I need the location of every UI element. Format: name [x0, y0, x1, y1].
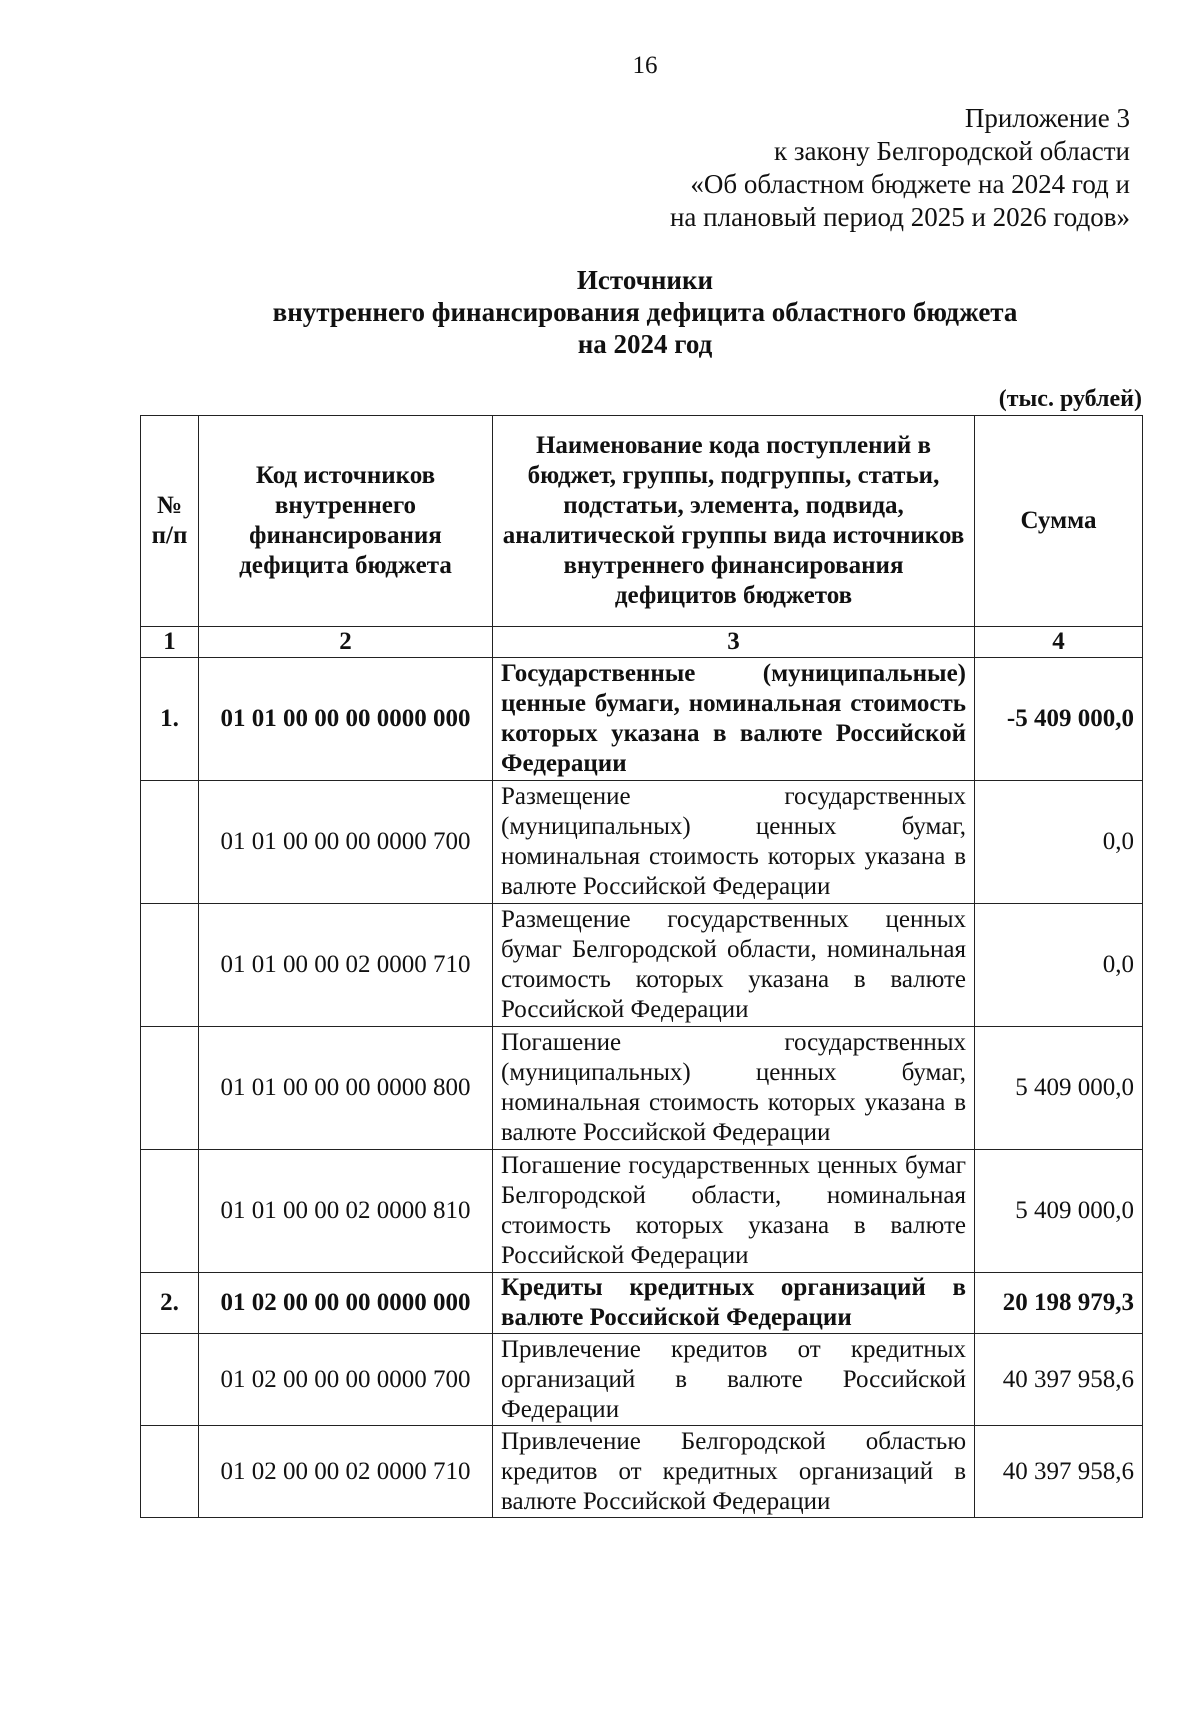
appendix-line: «Об областном бюджете на 2024 год и — [690, 169, 1130, 199]
row-code: 01 01 00 00 02 0000 710 — [199, 904, 493, 1027]
row-code: 01 01 00 00 00 0000 800 — [199, 1027, 493, 1150]
row-sum: 0,0 — [975, 904, 1143, 1027]
row-code: 01 02 00 00 00 0000 000 — [199, 1273, 493, 1334]
table-row — [141, 1426, 1143, 1518]
row-code: 01 02 00 00 00 0000 700 — [199, 1334, 493, 1426]
financing-sources-table — [140, 415, 1143, 1518]
row-number — [141, 1150, 199, 1273]
row-number — [141, 904, 199, 1027]
appendix-line: на плановый период 2025 и 2026 годов» — [669, 202, 1130, 232]
row-number — [141, 781, 199, 904]
table-row — [141, 1150, 1143, 1273]
table-row — [141, 1273, 1143, 1334]
column-numbers-row — [141, 627, 1143, 658]
appendix-line: к закону Белгородской области — [774, 136, 1130, 166]
units-label: (тыс. рублей) — [998, 386, 1142, 412]
row-number — [141, 1334, 199, 1426]
row-name: Погашение государственных (муниципальных) ценных бумаг, номинальная стоимость которых указана в валюте Российской Федерации — [493, 1027, 975, 1150]
row-code: 01 01 00 00 02 0000 810 — [199, 1150, 493, 1273]
row-sum: 20 198 979,3 — [975, 1273, 1143, 1334]
row-sum: 5 409 000,0 — [975, 1027, 1143, 1150]
column-number: 2 — [199, 627, 493, 658]
header-name: Наименование кода поступлений в бюджет, группы, подгруппы, статьи, подстатьи, элемента, подвида, аналитической группы вида источников внутреннего финансирования дефицитов бюджетов — [493, 416, 975, 627]
table-row — [141, 1334, 1143, 1426]
row-code: 01 02 00 00 02 0000 710 — [199, 1426, 493, 1518]
row-name: Кредиты кредитных организаций в валюте Российской Федерации — [493, 1273, 975, 1334]
title-line: на 2024 год — [577, 329, 713, 359]
table-row — [141, 1027, 1143, 1150]
row-code: 01 01 00 00 00 0000 700 — [199, 781, 493, 904]
row-sum: 40 397 958,6 — [975, 1334, 1143, 1426]
row-code: 01 01 00 00 00 0000 000 — [199, 658, 493, 781]
table-row — [141, 781, 1143, 904]
row-name: Привлечение кредитов от кредитных организаций в валюте Российской Федерации — [493, 1334, 975, 1426]
page-number: 16 — [632, 52, 658, 79]
row-sum: -5 409 000,0 — [975, 658, 1143, 781]
row-name: Размещение государственных ценных бумаг Белгородской области, номинальная стоимость которых указана в валюте Российской Федерации — [493, 904, 975, 1027]
header-code: Код источников внутреннего финансирования дефицита бюджета — [199, 416, 493, 627]
appendix-header — [590, 102, 1130, 234]
row-number: 2. — [141, 1273, 199, 1334]
row-number: 1. — [141, 658, 199, 781]
document-title — [0, 264, 1200, 360]
column-number: 4 — [975, 627, 1143, 658]
row-number — [141, 1027, 199, 1150]
table-row — [141, 658, 1143, 781]
row-name: Погашение государственных ценных бумаг Белгородской области, номинальная стоимость которых указана в валюте Российской Федерации — [493, 1150, 975, 1273]
row-sum: 0,0 — [975, 781, 1143, 904]
row-name: Размещение государственных (муниципальных) ценных бумаг, номинальная стоимость которых указана в валюте Российской Федерации — [493, 781, 975, 904]
title-line: Источники — [576, 265, 714, 295]
column-number: 1 — [141, 627, 199, 658]
appendix-line: Приложение 3 — [964, 103, 1130, 133]
row-name: Государственные (муниципальные) ценные бумаги, номинальная стоимость которых указана в валюте Российской Федерации — [493, 658, 975, 781]
table-header-row — [141, 416, 1143, 627]
row-number — [141, 1426, 199, 1518]
table-row — [141, 904, 1143, 1027]
row-sum: 5 409 000,0 — [975, 1150, 1143, 1273]
header-number: № п/п — [141, 416, 199, 627]
title-line: внутреннего финансирования дефицита областного бюджета — [272, 297, 1018, 327]
header-sum: Сумма — [975, 416, 1143, 627]
row-name: Привлечение Белгородской областью кредитов от кредитных организаций в валюте Российской Федерации — [493, 1426, 975, 1518]
row-sum: 40 397 958,6 — [975, 1426, 1143, 1518]
column-number: 3 — [493, 627, 975, 658]
